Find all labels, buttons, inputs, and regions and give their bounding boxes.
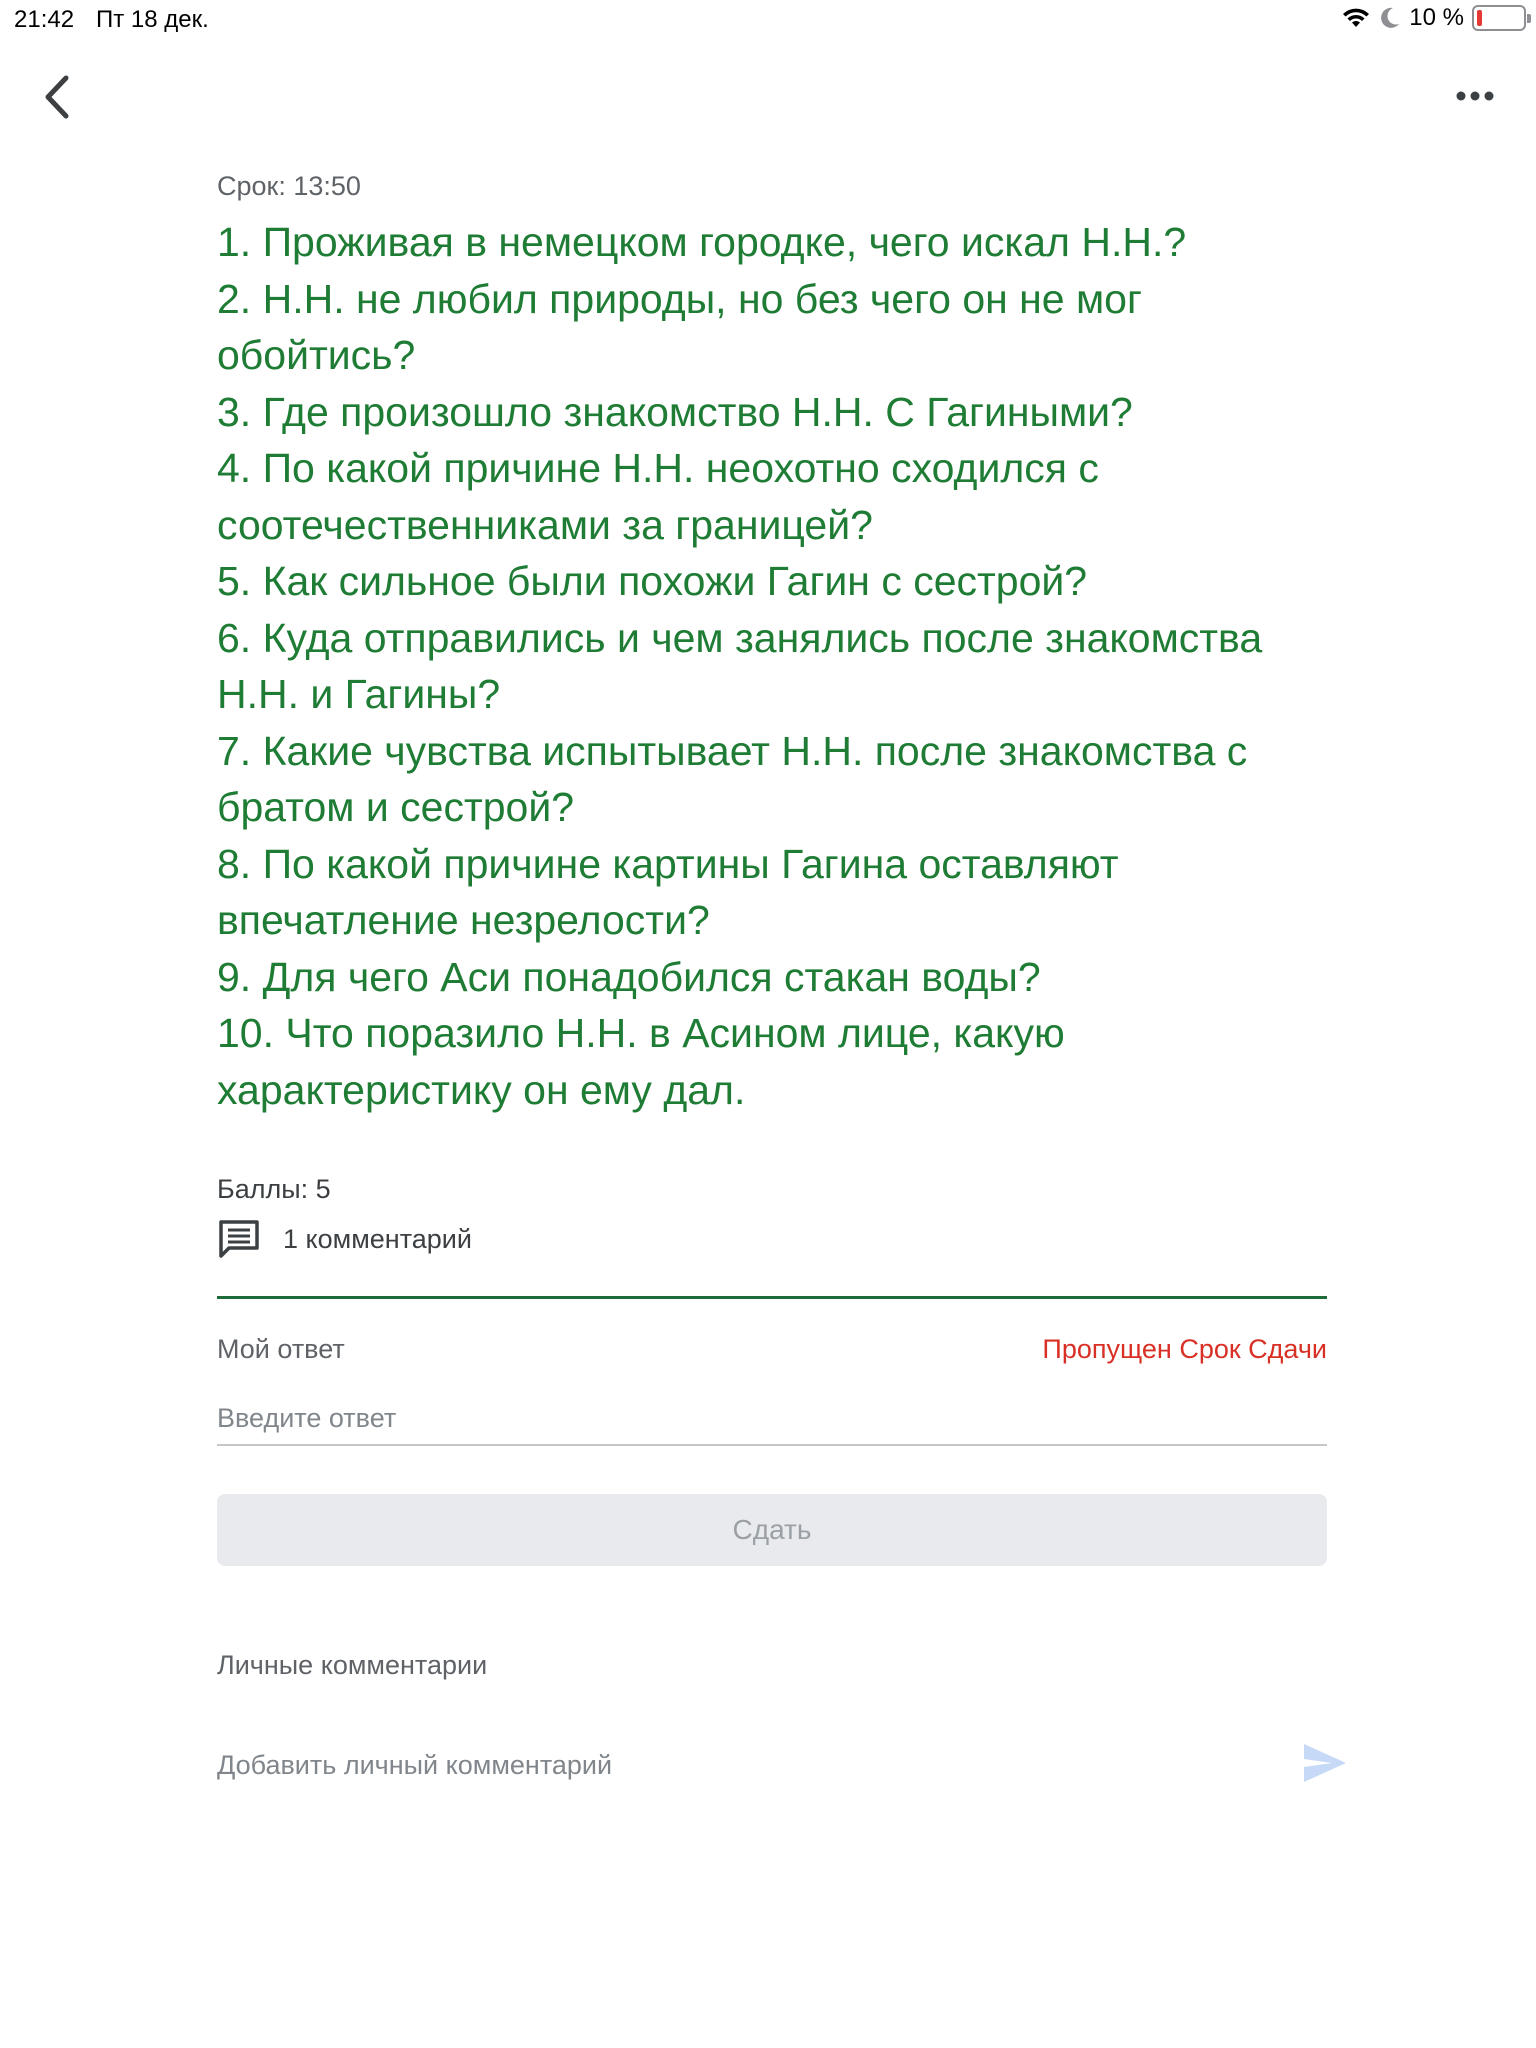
comments-count: 1 комментарий <box>283 1223 472 1254</box>
status-indicators <box>1341 4 1526 32</box>
question-item: 5. Как сильное были похожи Гагин с сестрой? <box>217 558 1088 604</box>
battery-icon <box>1472 5 1526 31</box>
question-item: 6. Куда отправились и чем занялись после знакомства Н.Н. и Гагины? <box>217 614 1263 717</box>
missed-deadline-status: Пропущен Срок Сдачи <box>1042 1334 1327 1364</box>
submit-button[interactable]: Сдать <box>217 1494 1327 1566</box>
question-item: 8. По какой причине картины Гагина оставляют впечатление незрелости? <box>217 840 1119 943</box>
question-item: 1. Проживая в немецком городке, чего искал Н.Н.? <box>217 219 1187 265</box>
status-date: Пт 18 дек. <box>96 6 209 33</box>
status-time: 21:42 <box>14 6 75 33</box>
answer-input[interactable] <box>217 1392 1327 1446</box>
questions-list <box>217 214 1327 1118</box>
moon-icon <box>1379 6 1401 30</box>
comment-icon <box>217 1218 261 1260</box>
wifi-icon <box>1341 6 1371 30</box>
chevron-left-icon[interactable] <box>36 72 80 122</box>
more-horizontal-icon[interactable] <box>1450 78 1500 114</box>
section-divider <box>217 1296 1327 1299</box>
class-comments-link[interactable] <box>217 1218 472 1260</box>
question-item: 7. Какие чувства испытывает Н.Н. после знакомства с братом и сестрой? <box>217 727 1248 830</box>
question-item: 10. Что поразило Н.Н. в Асином лице, какую характеристику он ему дал. <box>217 1010 1065 1113</box>
battery-percent: 10 % <box>1409 4 1464 31</box>
private-comment-input[interactable] <box>217 1740 1277 1790</box>
my-answer-title: Мой ответ <box>217 1334 345 1364</box>
send-icon[interactable] <box>1302 1742 1348 1784</box>
question-item: 2. Н.Н. не любил природы, но без чего он не мог обойтись? <box>217 275 1142 378</box>
deadline-text: Срок: 13:50 <box>217 171 361 201</box>
question-item: 3. Где произошло знакомство Н.Н. С Гагиными? <box>217 388 1133 435</box>
points-label: Баллы: 5 <box>217 1174 331 1204</box>
question-item: 9. Для чего Аси понадобился стакан воды? <box>217 953 1041 1000</box>
assignment-content <box>217 168 1327 1118</box>
question-item: 4. По какой причине Н.Н. неохотно сходился с соотечественниками за границей? <box>217 445 1099 548</box>
private-comments-title: Личные комментарии <box>217 1650 488 1680</box>
status-bar <box>0 0 1536 40</box>
